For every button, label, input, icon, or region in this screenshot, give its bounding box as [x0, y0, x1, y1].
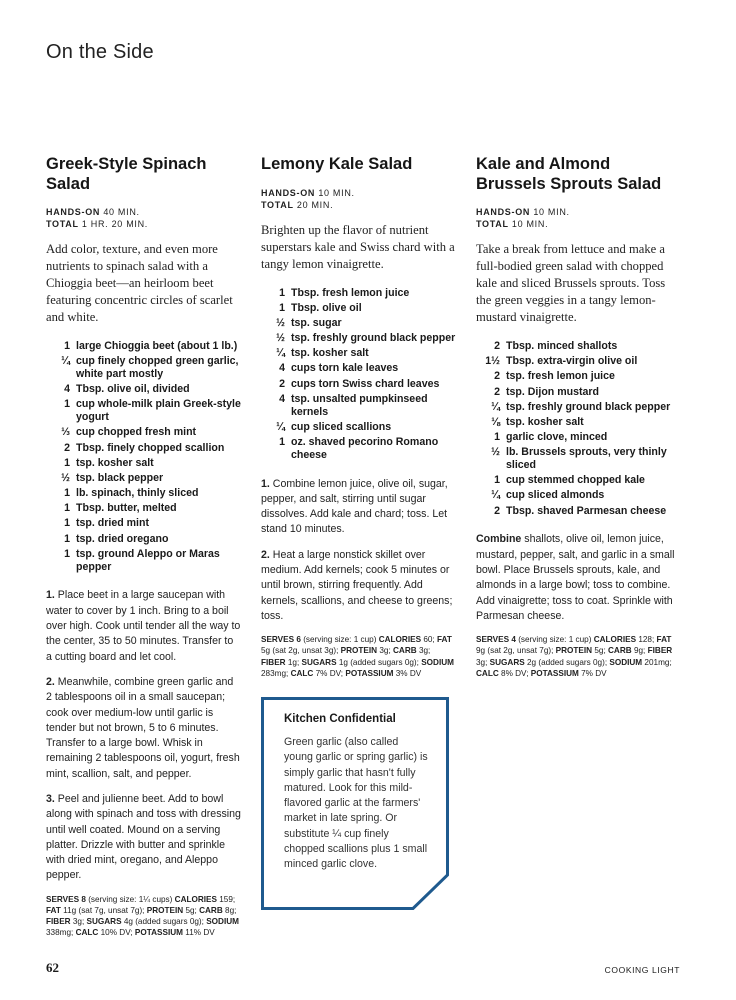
nutrition-value: 11% DV — [185, 928, 215, 938]
step-text: Heat a large nonstick skillet over medium. Add kernels; cook 5 minutes or until brown, stirring frequently. Add kernels, scallions, and cheese to greens; toss. — [261, 548, 453, 622]
ingredient-name: cups torn kale leaves — [291, 362, 399, 375]
recipe-timing — [261, 187, 457, 211]
ingredient-item — [476, 431, 676, 444]
ingredient-qty: ½ — [61, 471, 70, 484]
ingredient-item — [46, 355, 242, 381]
total-time: 10 MIN. — [511, 219, 549, 229]
step-lead: 2. — [261, 548, 270, 561]
nutrition-label: FIBER — [647, 646, 673, 656]
ingredient-qty: ⅛ — [491, 415, 500, 428]
nutrition-label: CARB — [199, 905, 223, 915]
ingredient-item — [261, 378, 457, 391]
nutrition-label: SERVES 4 — [476, 635, 516, 645]
ingredient-qty: 1 — [64, 340, 70, 352]
total-label: TOTAL — [476, 219, 509, 229]
ingredient-item — [46, 398, 242, 424]
nutrition-value: 338mg; — [46, 928, 74, 938]
ingredient-qty: 2 — [494, 385, 500, 398]
nutrition-label: PROTEIN — [555, 646, 593, 656]
nutrition-value: 4g (added sugars 0g); — [123, 917, 204, 927]
nutrition-value: 9g; — [633, 646, 646, 656]
nutrition-value: 159; — [219, 894, 236, 904]
ingredient-qty: ½ — [491, 446, 500, 459]
ingredient-item — [476, 416, 676, 429]
recipe-timing — [46, 206, 242, 230]
ingredient-qty: 1½ — [485, 355, 500, 368]
recipe-intro: Take a break from lettuce and make a full-bodied green salad with chopped kale and sliced Brussels sprouts. Toss the green veggies in a tangy lemon-mustard vinaigrette. — [476, 242, 666, 324]
nutrition-label: POTASSIUM — [134, 928, 183, 938]
nutrition-value: 3g; — [476, 657, 488, 667]
nutrition-value: 5g; — [185, 905, 197, 915]
ingredient-name: Tbsp. butter, melted — [76, 502, 177, 515]
sidebar-title: Kitchen Confidential — [284, 713, 396, 725]
recipe-timing — [476, 206, 676, 230]
ingredient-list — [261, 287, 457, 462]
ingredient-name: tsp. sugar — [291, 316, 342, 329]
ingredient-item — [476, 355, 676, 368]
ingredient-item — [476, 401, 676, 414]
ingredient-item — [261, 287, 457, 300]
ingredient-qty: 1 — [64, 456, 70, 469]
nutrition-label: CARB — [608, 646, 632, 656]
recipe-step — [261, 477, 457, 538]
step-text: Place beet in a large saucepan with water to cover by 1 inch. Bring to a boil over high. Cook until tender all the way to the center, 35 to 50 minutes. Transfer to a cutting board and let cool. — [46, 589, 241, 663]
hands-on-time: 10 MIN. — [533, 207, 570, 217]
recipe-intro: Brighten up the flavor of nutrient superstars kale and Swiss chard with a tangy lemon vinaigrette. — [261, 222, 455, 271]
ingredient-qty: 2 — [494, 504, 500, 517]
step-text: shallots, olive oil, lemon juice, mustard, pepper, salt, and garlic in a small bowl. Place Brussels sprouts, kale, and almonds in a large bowl; toss to combine. Add vinaigrette; toss to coat. Sprinkle with Parmesan cheese. — [476, 533, 675, 622]
nutrition-label: CALC — [476, 668, 499, 678]
ingredient-item — [46, 502, 242, 515]
ingredient-qty: 1 — [494, 474, 500, 487]
nutrition-value: 3g; — [379, 646, 391, 656]
ingredient-name: Tbsp. shaved Parmesan cheese — [506, 504, 667, 517]
nutrition-value: 128; — [638, 635, 655, 645]
nutrition-label: SERVES 6 — [261, 635, 301, 645]
ingredient-name: tsp. fresh lemon juice — [506, 370, 615, 383]
nutrition-label: POTASSIUM — [530, 668, 579, 678]
ingredient-qty: 1 — [279, 301, 285, 314]
ingredient-name: lb. Brussels sprouts, very thinly sliced — [506, 446, 667, 472]
recipe-kale-almond-brussels-salad — [476, 155, 676, 679]
ingredient-name: tsp. freshly ground black pepper — [291, 332, 456, 345]
ingredient-qty: 1 — [64, 398, 70, 411]
ingredient-name: garlic clove, minced — [506, 431, 608, 444]
ingredient-item — [261, 347, 457, 360]
ingredient-name: cup sliced scallions — [291, 420, 392, 433]
ingredient-item — [46, 383, 242, 396]
section-title: On the Side — [46, 41, 154, 63]
nutrition-label: PROTEIN — [340, 646, 378, 656]
ingredient-item — [261, 436, 457, 462]
ingredient-item — [46, 472, 242, 485]
ingredient-qty: ⅓ — [61, 426, 70, 439]
ingredient-qty: ½ — [276, 332, 285, 345]
ingredient-item — [46, 548, 242, 574]
nutrition-value: 283mg; — [261, 668, 289, 678]
nutrition-label: FAT — [46, 905, 61, 915]
ingredient-name: tsp. kosher salt — [506, 415, 584, 428]
nutrition-label: SODIUM — [421, 657, 454, 667]
nutrition-value: 9g (sat 2g, unsat 7g); — [476, 646, 554, 656]
nutrition-label: CALORIES — [378, 635, 422, 645]
magazine-name: COOKING LIGHT — [604, 965, 680, 975]
nutrition-value: 3g; — [418, 646, 431, 656]
nutrition-value: 1g (added sugars 0g); — [338, 657, 419, 667]
ingredient-name: tsp. kosher salt — [76, 456, 154, 469]
ingredient-qty: 2 — [494, 370, 500, 383]
ingredient-name: cups torn Swiss chard leaves — [291, 377, 440, 390]
ingredient-qty: 1 — [494, 431, 500, 444]
nutrition-label: CARB — [393, 646, 417, 656]
step-text: Peel and julienne beet. Add to bowl along with spinach and toss with dressing until well coated. Mound on a serving platter. Drizzle with butter and sprinkle with dried mint, oregano, and Aleppo pepper. — [46, 793, 241, 882]
nutrition-value: 2g (added sugars 0g); — [526, 657, 608, 667]
ingredient-qty: ¼ — [61, 355, 70, 368]
ingredient-list — [476, 340, 676, 517]
nutrition-label: CALC — [290, 668, 314, 678]
ingredient-item — [261, 332, 457, 345]
nutrition-value: 11g (sat 7g, unsat 7g); — [63, 905, 145, 915]
ingredient-name: oz. shaved pecorino Romano cheese — [291, 435, 439, 461]
nutrition-label: PROTEIN — [146, 905, 184, 915]
ingredient-item — [46, 426, 242, 439]
ingredient-name: tsp. unsalted pumpkinseed kernels — [291, 392, 428, 418]
ingredient-qty: ¼ — [491, 489, 500, 502]
total-time: 20 MIN. — [296, 199, 334, 210]
step-lead: Combine — [476, 533, 522, 546]
nutrition-value: 60; — [423, 635, 435, 645]
ingredient-name: Tbsp. olive oil, divided — [76, 383, 190, 396]
recipe-step — [46, 792, 242, 884]
ingredient-name: tsp. ground Aleppo or Maras pepper — [76, 547, 220, 573]
nutrition-label: FAT — [656, 635, 672, 645]
ingredient-item — [476, 505, 676, 518]
ingredient-name: cup chopped fresh mint — [76, 426, 197, 439]
nutrition-label: SERVES 8 — [46, 894, 86, 904]
nutrition-value: (serving size: 1 cup) — [303, 635, 377, 645]
ingredient-item — [46, 442, 242, 455]
ingredient-name: cup whole-milk plain Greek-style yogurt — [76, 398, 241, 424]
recipe-step — [261, 548, 457, 624]
step-lead: 1. — [46, 589, 55, 602]
nutrition-label: FAT — [437, 635, 452, 645]
hands-on-time: 40 MIN. — [103, 207, 140, 217]
ingredient-item — [46, 457, 242, 470]
ingredient-name: Tbsp. olive oil — [291, 301, 362, 314]
page-number: 62 — [46, 960, 59, 975]
ingredient-qty: 1 — [64, 517, 70, 530]
nutrition-label: SUGARS — [301, 657, 337, 667]
nutrition-label: FIBER — [261, 657, 286, 667]
ingredient-name: cup stemmed chopped kale — [506, 474, 645, 487]
ingredient-qty: 1 — [64, 532, 70, 545]
ingredient-name: tsp. dried mint — [76, 517, 149, 530]
nutrition-value: 3% DV — [395, 668, 422, 678]
ingredient-item — [46, 340, 242, 353]
ingredient-qty: ¼ — [276, 420, 285, 433]
ingredient-qty: ¼ — [491, 400, 500, 413]
ingredient-item — [261, 317, 457, 330]
ingredient-name: Tbsp. fresh lemon juice — [291, 286, 410, 299]
ingredient-item — [261, 362, 457, 375]
ingredient-item — [476, 489, 676, 502]
ingredient-name: Tbsp. finely chopped scallion — [76, 441, 225, 454]
nutrition-value: 8% DV; — [501, 668, 529, 678]
ingredient-item — [261, 393, 457, 419]
nutrition-value: (serving size: 1¼ cups) — [88, 894, 173, 904]
nutrition-info — [476, 634, 676, 679]
nutrition-value: 201mg; — [644, 657, 672, 667]
nutrition-value: 7% DV; — [315, 668, 344, 678]
ingredient-name: Tbsp. minced shallots — [506, 340, 618, 352]
ingredient-qty: ½ — [276, 316, 285, 329]
ingredient-name: tsp. kosher salt — [291, 347, 369, 360]
recipe-title: Lemony Kale Salad — [261, 155, 413, 173]
nutrition-label: SUGARS — [86, 917, 122, 927]
nutrition-label: CALORIES — [593, 635, 637, 645]
ingredient-qty: 4 — [64, 383, 70, 396]
nutrition-value: 3g; — [72, 917, 85, 927]
hands-on-time: 10 MIN. — [318, 187, 355, 198]
nutrition-info — [46, 894, 242, 939]
ingredient-name: large Chioggia beet (about 1 lb.) — [76, 340, 238, 352]
ingredient-item — [476, 370, 676, 383]
ingredient-name: tsp. Dijon mustard — [506, 385, 599, 398]
ingredient-qty: 4 — [279, 392, 285, 405]
total-time: 1 HR. 20 MIN. — [81, 219, 148, 229]
nutrition-value: 5g (sat 2g, unsat 3g); — [261, 646, 339, 656]
recipe-title: Kale and Almond Brussels Sprouts Salad — [476, 155, 662, 193]
step-text: Meanwhile, combine green garlic and 2 tablespoons oil in a small saucepan; cook over medium-low until garlic is tender but not brown, 5 to 6 minutes. Transfer to a large bowl. Whisk in remaining 2 tablespoons oil, yogurt, fresh mint, scallion, salt, and pepper. — [46, 675, 240, 780]
ingredient-qty: 4 — [279, 362, 285, 375]
ingredient-qty: ¼ — [276, 347, 285, 360]
recipe-lemony-kale-salad — [261, 155, 457, 679]
nutrition-label: FIBER — [46, 917, 71, 927]
nutrition-value: (serving size: 1 cup) — [518, 635, 592, 645]
nutrition-value: 1g; — [287, 657, 300, 667]
ingredient-qty: 1 — [64, 547, 70, 560]
step-lead: 1. — [261, 477, 270, 490]
sidebar-text: Green garlic (also called young garlic or spring garlic) is simply garlic that hasn't fully matured. Look for this mild-flavored garlic at the farmers' market in late spring. Or substitute ¼ cup finely chopped scallions plus 1 small minced garlic clove. — [284, 736, 428, 871]
nutrition-label: SODIUM — [206, 917, 239, 927]
nutrition-label: SODIUM — [609, 657, 643, 667]
step-lead: 2. — [46, 675, 55, 688]
ingredient-item — [46, 517, 242, 530]
ingredient-qty: 2 — [64, 441, 70, 454]
ingredient-qty: 1 — [279, 435, 285, 448]
nutrition-value: 10% DV; — [100, 928, 133, 938]
ingredient-qty: 1 — [279, 286, 285, 299]
recipe-step — [46, 588, 242, 664]
ingredient-item — [476, 340, 676, 353]
ingredient-list — [46, 340, 242, 573]
hands-on-label: HANDS-ON — [46, 207, 101, 217]
ingredient-name: tsp. dried oregano — [76, 532, 169, 545]
recipe-greek-spinach-salad — [46, 155, 242, 939]
ingredient-name: tsp. freshly ground black pepper — [506, 400, 671, 413]
ingredient-qty: 2 — [494, 340, 500, 352]
ingredient-qty: 2 — [279, 377, 285, 390]
ingredient-item — [476, 446, 676, 472]
ingredient-item — [476, 474, 676, 487]
recipe-title: Greek-Style Spinach Salad — [46, 155, 207, 193]
total-label: TOTAL — [261, 199, 294, 210]
hands-on-label: HANDS-ON — [261, 187, 316, 198]
nutrition-label: CALC — [75, 928, 99, 938]
ingredient-name: lb. spinach, thinly sliced — [76, 487, 199, 500]
nutrition-label: CALORIES — [174, 894, 217, 904]
ingredient-qty: 1 — [64, 502, 70, 515]
step-text: Combine lemon juice, olive oil, sugar, pepper, and salt, stirring until sugar dissolves. Add kale and chard; toss. Let stand 10 minutes. — [261, 477, 448, 536]
ingredient-item — [261, 421, 457, 434]
recipe-step — [46, 675, 242, 782]
ingredient-item — [46, 487, 242, 500]
nutrition-value: 8g; — [225, 905, 237, 915]
ingredient-name: Tbsp. extra-virgin olive oil — [506, 355, 638, 368]
nutrition-label: POTASSIUM — [345, 668, 394, 678]
recipe-intro: Add color, texture, and even more nutrients to spinach salad with a Chioggia beet—an heirloom beet featuring concentric circles of scarlet and white. — [46, 242, 233, 324]
ingredient-name: cup finely chopped green garlic, white part mostly — [76, 355, 239, 380]
ingredient-item — [476, 386, 676, 399]
step-lead: 3. — [46, 793, 55, 805]
hands-on-label: HANDS-ON — [476, 207, 531, 217]
nutrition-value: 5g; — [594, 646, 606, 656]
kitchen-confidential-box — [261, 697, 449, 910]
ingredient-qty: 1 — [64, 487, 70, 500]
ingredient-item — [46, 533, 242, 546]
ingredient-name: cup sliced almonds — [506, 489, 605, 502]
ingredient-item — [261, 302, 457, 315]
ingredient-name: tsp. black pepper — [76, 471, 164, 484]
total-label: TOTAL — [46, 219, 79, 229]
recipe-step — [476, 532, 676, 624]
nutrition-value: 7% DV — [581, 668, 607, 678]
nutrition-info — [261, 634, 457, 679]
nutrition-label: SUGARS — [489, 657, 525, 667]
